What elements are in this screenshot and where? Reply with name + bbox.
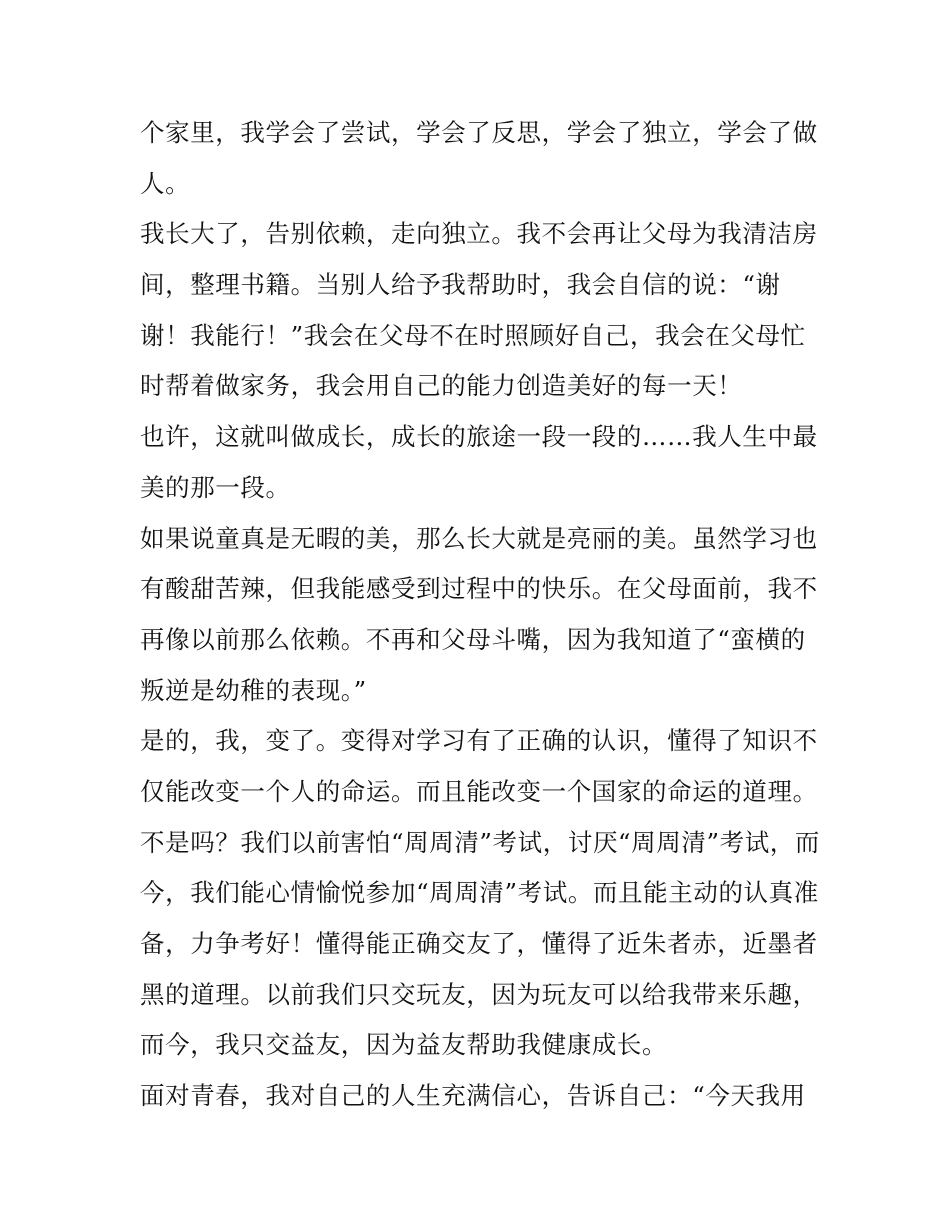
text-line: 仅能改变一个人的命运。而且能改变一个国家的命运的道理。 [140,776,818,806]
text-line: 而今，我只交益友，因为益友帮助我健康成长。 [140,1030,668,1060]
text-line: 面对青春，我对自己的人生充满信心，告诉自己：“今天我用 [140,1081,806,1111]
text-line: 也许，这就叫做成长，成长的旅途一段一段的……我人生中最 [140,422,818,452]
text-line: 再像以前那么依赖。不再和父母斗嘴，因为我知道了“蛮横的 [140,624,806,654]
text-line: 人。 [140,168,191,198]
text-line: 如果说童真是无暇的美，那么长大就是亮丽的美。虽然学习也 [140,523,818,553]
text-line: 我长大了，告别依赖，走向独立。我不会再让父母为我清洁房 [140,219,818,249]
text-line: 叛逆是幼稚的表现。” [140,675,367,705]
text-line: 是的，我，变了。变得对学习有了正确的认识，懂得了知识不 [140,726,818,756]
text-line: 不是吗？我们以前害怕“周周清”考试，讨厌“周周清”考试，而 [140,827,820,857]
text-line: 美的那一段。 [140,472,291,502]
text-line: 今，我们能心情愉悦参加“周周清”考试。而且能主动的认真准 [140,878,819,908]
text-line: 黑的道理。以前我们只交玩友，因为玩友可以给我带来乐趣， [140,979,818,1009]
essay-text [140,108,820,1122]
text-line: 谢！我能行！”我会在父母不在时照顾好自己，我会在父母忙 [140,320,806,350]
text-line: 时帮着做家务，我会用自己的能力创造美好的每一天！ [140,371,743,401]
text-line: 备，力争考好！懂得能正确交友了，懂得了近朱者赤，近墨者 [140,929,818,958]
text-line: 个家里，我学会了尝试，学会了反思，学会了独立，学会了做 [140,118,818,147]
text-line: 间，整理书籍。当别人给予我帮助时，我会自信的说：“谢 [140,270,781,300]
text-line: 有酸甜苦辣，但我能感受到过程中的快乐。在父母面前，我不 [140,574,818,604]
